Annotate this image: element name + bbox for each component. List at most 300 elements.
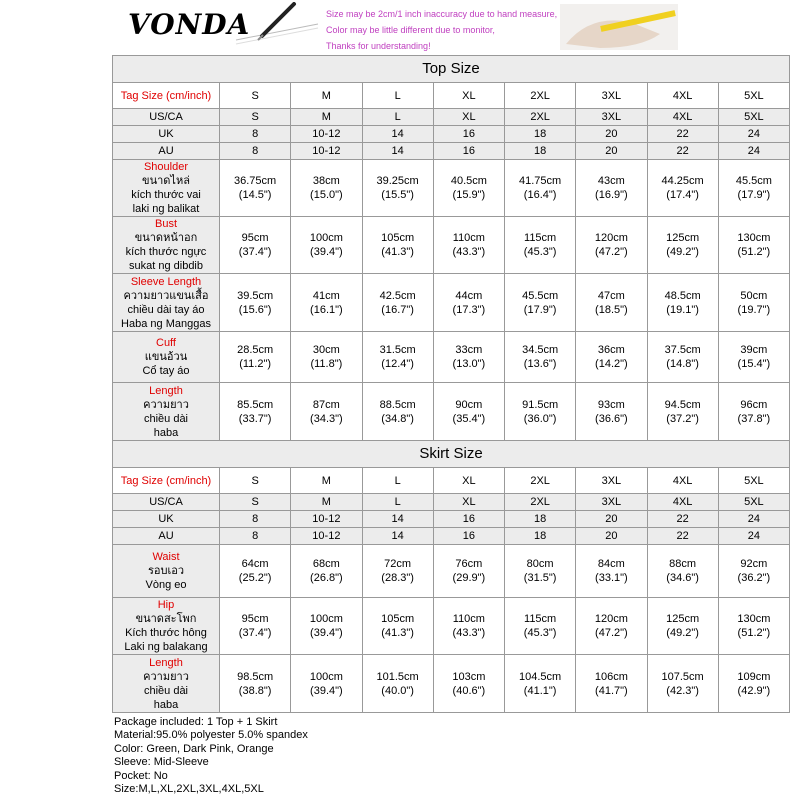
cm-value: 41cm — [312, 289, 340, 302]
inch-value: (14.8") — [666, 358, 699, 370]
cm-value: 44cm — [455, 289, 483, 302]
inch-value: (19.1") — [666, 303, 699, 316]
measurement-row-length — [113, 383, 790, 441]
measurement-cell — [718, 383, 789, 441]
measurement-cell — [433, 217, 504, 274]
cm-value: 28.5cm — [237, 344, 274, 356]
tag-size-row — [113, 468, 790, 494]
notice-line: Color may be little different due to monitor, — [326, 25, 495, 35]
measurement-sub: laki ng balikat — [132, 203, 200, 215]
pen-ruler-illustration — [232, 2, 322, 50]
measurement-sub: chiều dài — [143, 684, 189, 697]
conversion-value: 24 — [718, 528, 789, 545]
inch-value: (17.3") — [452, 303, 486, 316]
inch-value: (39.4") — [310, 246, 343, 258]
table-title-row — [113, 441, 790, 468]
detail-line: Pocket: No — [114, 769, 168, 782]
size-header: M — [291, 468, 362, 494]
measurement-cell — [291, 383, 362, 441]
conversion-row-au — [113, 143, 790, 160]
conversion-value: 14 — [362, 143, 433, 160]
top-size-table — [112, 55, 790, 441]
header — [0, 0, 800, 52]
inch-value: (12.4") — [381, 358, 414, 370]
brand-logo: VONDA — [128, 8, 251, 41]
conversion-value: 24 — [718, 143, 789, 160]
conversion-value: 10-12 — [291, 143, 362, 160]
measurement-label — [113, 598, 220, 655]
measurement-cell — [576, 274, 647, 332]
inch-value: (17.9") — [737, 189, 771, 201]
inch-value: (34.6") — [666, 572, 699, 584]
size-header: 3XL — [576, 468, 647, 494]
measurement-cell — [647, 274, 718, 332]
size-header: 4XL — [647, 83, 718, 109]
measurement-name: Length — [149, 384, 183, 397]
cm-value: 120cm — [594, 613, 628, 625]
inch-value: (37.8") — [737, 412, 771, 425]
inch-value: (17.4") — [666, 189, 699, 201]
cm-value: 103cm — [452, 670, 486, 683]
measurement-cell — [220, 545, 291, 598]
measurement-cell — [505, 160, 576, 217]
inch-value: (38.8") — [238, 684, 272, 697]
notice-line: Size may be 2cm/1 inch inaccuracy due to hand measure, — [326, 9, 558, 19]
cm-value: 76cm — [455, 558, 483, 570]
cm-value: 43cm — [597, 175, 625, 187]
cm-value: 107.5cm — [661, 670, 704, 683]
conversion-value: XL — [433, 109, 504, 126]
measurement-cell — [291, 160, 362, 217]
inch-value: (43.3") — [452, 627, 486, 639]
cm-value: 41.75cm — [519, 175, 562, 187]
cm-value: 50cm — [740, 289, 768, 302]
inch-value: (35.4") — [452, 412, 486, 425]
cm-value: 68cm — [312, 558, 340, 570]
inch-value: (14.2") — [595, 358, 628, 370]
measurement-name: Length — [149, 656, 183, 669]
table-title-row — [113, 56, 790, 83]
inch-value: (16.1") — [310, 303, 343, 316]
conversion-value: 16 — [433, 528, 504, 545]
cm-value: 94.5cm — [664, 398, 701, 411]
inch-value: (34.3") — [310, 412, 343, 425]
detail-line: Color: Green, Dark Pink, Orange — [114, 742, 274, 755]
conversion-value: 20 — [576, 143, 647, 160]
measurement-name: Hip — [157, 599, 175, 611]
cm-value: 100cm — [309, 613, 343, 625]
cm-value: 130cm — [737, 232, 771, 244]
size-header: 3XL — [576, 83, 647, 109]
measurement-cell — [718, 598, 789, 655]
measurement-cell — [576, 217, 647, 274]
measurement-cell — [220, 332, 291, 383]
measurement-row-cuff — [113, 332, 790, 383]
inch-value: (18.5") — [595, 303, 628, 316]
conversion-value: 24 — [718, 126, 789, 143]
measurement-label — [113, 655, 220, 713]
measurement-sub: ความยาวแขนเสื้อ — [123, 289, 209, 302]
conversion-value: 8 — [220, 143, 291, 160]
cm-value: 125cm — [666, 232, 700, 244]
inch-value: (15.0") — [310, 189, 343, 201]
cm-value: 31.5cm — [379, 344, 416, 356]
measurement-cell — [362, 160, 433, 217]
size-header: 5XL — [718, 468, 789, 494]
inch-value: (49.2") — [666, 246, 699, 258]
conversion-value: M — [291, 494, 362, 511]
inch-value: (47.2") — [595, 246, 628, 258]
cm-value: 45.5cm — [735, 175, 772, 187]
size-header: XL — [433, 468, 504, 494]
cm-value: 88.5cm — [379, 398, 416, 411]
measurement-cell — [291, 274, 362, 332]
conversion-row-au — [113, 528, 790, 545]
size-header: 2XL — [505, 468, 576, 494]
conversion-value: 8 — [220, 126, 291, 143]
conversion-value: 18 — [505, 126, 576, 143]
inch-value: (37.2") — [666, 412, 699, 425]
cm-value: 130cm — [737, 613, 771, 625]
measurement-sub: ความยาว — [143, 670, 189, 683]
conversion-row-uk — [113, 511, 790, 528]
cm-value: 93cm — [597, 398, 625, 411]
conversion-label: UK — [113, 126, 220, 143]
conversion-row-usca — [113, 494, 790, 511]
inch-value: (16.4") — [523, 189, 557, 201]
measurement-cell — [576, 332, 647, 383]
measurement-sub: แขนอ้วน — [144, 351, 188, 363]
inch-value: (37.4") — [238, 627, 272, 639]
measurement-row-length — [113, 655, 790, 713]
conversion-value: 24 — [718, 511, 789, 528]
cm-value: 106cm — [594, 670, 628, 683]
inch-value: (17.9") — [523, 303, 557, 316]
inch-value: (41.3") — [381, 627, 414, 639]
measurement-cell — [647, 383, 718, 441]
cm-value: 100cm — [309, 232, 343, 244]
cm-value: 110cm — [452, 613, 485, 625]
measurement-sub: ขนาดหน้าอก — [134, 232, 198, 244]
measurement-sub: chiều dài — [143, 412, 189, 425]
measurement-cell — [362, 217, 433, 274]
measurement-sub: haba — [153, 698, 179, 711]
measurement-name: Waist — [152, 551, 180, 563]
measurement-cell — [362, 332, 433, 383]
conversion-label: AU — [113, 528, 220, 545]
cm-value: 45.5cm — [522, 289, 559, 302]
conversion-value: 8 — [220, 528, 291, 545]
inch-value: (15.9") — [452, 189, 486, 201]
measurement-cell — [718, 332, 789, 383]
measurement-cell — [291, 217, 362, 274]
inch-value: (41.7") — [595, 684, 628, 697]
inch-value: (15.4") — [737, 358, 771, 370]
conversion-value: L — [362, 109, 433, 126]
inch-value: (42.9") — [737, 684, 771, 697]
cm-value: 30cm — [312, 344, 340, 356]
measurement-cell — [505, 545, 576, 598]
measurement-cell — [505, 217, 576, 274]
tag-size-label: Tag Size (cm/inch) — [113, 468, 220, 494]
conversion-label: UK — [113, 511, 220, 528]
cm-value: 33cm — [455, 344, 483, 356]
inch-value: (36.0") — [523, 412, 557, 425]
conversion-value: 5XL — [718, 494, 789, 511]
inch-value: (49.2") — [666, 627, 699, 639]
cm-value: 84cm — [597, 558, 625, 570]
measurement-cell — [433, 545, 504, 598]
cm-value: 115cm — [524, 613, 557, 625]
measurement-cell — [220, 383, 291, 441]
cm-value: 72cm — [384, 558, 412, 570]
inch-value: (34.8") — [381, 412, 414, 425]
measurement-cell — [291, 598, 362, 655]
tag-size-label: Tag Size (cm/inch) — [113, 83, 220, 109]
measurement-cell — [647, 598, 718, 655]
detail-line: Package included: 1 Top + 1 Skirt — [114, 716, 278, 728]
size-header: 5XL — [718, 83, 789, 109]
inch-value: (29.9") — [452, 572, 486, 584]
size-header: 2XL — [505, 83, 576, 109]
cm-value: 100cm — [309, 670, 343, 683]
inch-value: (37.4") — [238, 246, 272, 258]
measurement-sub: chiều dài tay áo — [127, 303, 205, 316]
product-details — [114, 716, 308, 796]
measurement-sub: Laki ng balakang — [124, 641, 208, 653]
measurement-cell — [220, 160, 291, 217]
inch-value: (13.6") — [523, 358, 557, 370]
cm-value: 39.5cm — [237, 289, 274, 302]
inch-value: (15.6") — [238, 303, 272, 316]
conversion-value: 16 — [433, 511, 504, 528]
measurement-cell — [718, 545, 789, 598]
inch-value: (40.0") — [381, 684, 414, 697]
cm-value: 88cm — [669, 558, 697, 570]
measurement-cell — [576, 383, 647, 441]
measurement-cell — [718, 655, 789, 713]
conversion-value: 4XL — [647, 494, 718, 511]
conversion-value: 16 — [433, 143, 504, 160]
conversion-value: 10-12 — [291, 511, 362, 528]
inch-value: (16.9") — [595, 189, 628, 201]
inch-value: (51.2") — [737, 246, 771, 258]
cm-value: 91.5cm — [522, 398, 559, 411]
measurement-cell — [647, 332, 718, 383]
detail-line: Sleeve: Mid-Sleeve — [114, 756, 209, 769]
measurement-label — [113, 217, 220, 274]
inch-value: (39.4") — [310, 684, 343, 697]
inch-value: (31.5") — [523, 572, 557, 584]
measurement-cell — [433, 274, 504, 332]
measurement-cell — [362, 655, 433, 713]
inch-value: (42.3") — [666, 684, 699, 697]
measurement-cell — [647, 217, 718, 274]
measurement-cell — [718, 217, 789, 274]
size-header: L — [362, 468, 433, 494]
measurement-name: Cuff — [156, 337, 176, 349]
measurement-label — [113, 274, 220, 332]
measurement-cell — [505, 274, 576, 332]
measurement-name: Shoulder — [143, 161, 189, 173]
inch-value: (51.2") — [737, 627, 771, 639]
cm-value: 80cm — [526, 558, 554, 570]
cm-value: 37.5cm — [664, 344, 701, 356]
measurement-cell — [576, 160, 647, 217]
measurement-row-hip — [113, 598, 790, 655]
size-header: 4XL — [647, 468, 718, 494]
conversion-value: 18 — [505, 143, 576, 160]
cm-value: 92cm — [740, 558, 768, 570]
inch-value: (47.2") — [595, 627, 628, 639]
cm-value: 105cm — [381, 232, 415, 244]
inch-value: (33.7") — [238, 412, 272, 425]
measurement-cell — [576, 545, 647, 598]
measurement-sub: Cổ tay áo — [142, 365, 190, 377]
measurement-cell — [220, 598, 291, 655]
cm-value: 34.5cm — [522, 344, 559, 356]
inch-value: (11.2") — [239, 358, 272, 370]
notice-line: Thanks for understanding! — [326, 41, 431, 51]
measurement-cell — [576, 598, 647, 655]
measurement-cell — [433, 598, 504, 655]
conversion-value: 18 — [505, 511, 576, 528]
inch-value: (43.3") — [452, 246, 486, 258]
inch-value: (15.5") — [381, 189, 414, 201]
cm-value: 40.5cm — [450, 175, 487, 187]
measurement-cell — [718, 274, 789, 332]
cm-value: 90cm — [455, 398, 483, 411]
conversion-value: 14 — [362, 126, 433, 143]
measurement-sub: kích thước ngực — [125, 246, 207, 258]
measurement-row-bust — [113, 217, 790, 274]
measurement-cell — [647, 545, 718, 598]
cm-value: 105cm — [381, 613, 415, 625]
measurement-cell — [433, 332, 504, 383]
conversion-row-uk — [113, 126, 790, 143]
measurement-row-shoulder — [113, 160, 790, 217]
measurement-cell — [505, 655, 576, 713]
cm-value: 64cm — [241, 558, 269, 570]
cm-value: 48.5cm — [664, 289, 701, 302]
cm-value: 96cm — [740, 398, 768, 411]
conversion-value: 8 — [220, 511, 291, 528]
cm-value: 95cm — [241, 232, 269, 244]
measurement-sub: Kích thước hông — [125, 627, 207, 639]
cm-value: 38cm — [312, 175, 340, 187]
measurement-sub: Haba ng Manggas — [121, 317, 211, 330]
measurement-cell — [505, 332, 576, 383]
cm-value: 120cm — [594, 232, 628, 244]
measurement-sub: kích thước vai — [131, 189, 201, 201]
measurement-cell — [220, 274, 291, 332]
top-size-title: Top Size — [113, 56, 790, 83]
measurement-name: Bust — [154, 218, 177, 230]
measurement-sub: Vòng eo — [145, 579, 187, 591]
size-header: L — [362, 83, 433, 109]
measurement-cell — [718, 160, 789, 217]
conversion-label: US/CA — [113, 494, 220, 511]
conversion-value: 16 — [433, 126, 504, 143]
conversion-value: 20 — [576, 511, 647, 528]
measurement-cell — [433, 160, 504, 217]
measurement-label — [113, 160, 220, 217]
measurement-cell — [362, 598, 433, 655]
conversion-value: 20 — [576, 126, 647, 143]
conversion-value: 18 — [505, 528, 576, 545]
conversion-row-usca — [113, 109, 790, 126]
measurement-cell — [647, 160, 718, 217]
measurement-label — [113, 332, 220, 383]
conversion-value: 2XL — [505, 494, 576, 511]
measurement-sub: ขนาดไหล่ — [142, 175, 190, 187]
measurement-label — [113, 545, 220, 598]
inch-value: (40.6") — [452, 684, 486, 697]
inch-value: (16.7") — [381, 303, 414, 316]
inch-value: (36.6") — [595, 412, 628, 425]
inch-value: (41.3") — [381, 246, 414, 258]
size-header: S — [220, 83, 291, 109]
cm-value: 85.5cm — [237, 398, 274, 411]
conversion-value: M — [291, 109, 362, 126]
cm-value: 87cm — [312, 398, 340, 411]
measurement-sub: sukat ng dibdib — [129, 260, 203, 272]
measurement-cell — [505, 598, 576, 655]
cm-value: 95cm — [241, 613, 269, 625]
measurement-sub: รอบเอว — [147, 565, 185, 577]
detail-line: Size:M,L,XL,2XL,3XL,4XL,5XL — [114, 783, 264, 796]
inch-value: (13.0") — [452, 358, 486, 370]
measure-notice — [326, 6, 557, 54]
inch-value: (26.8") — [310, 572, 343, 584]
conversion-value: L — [362, 494, 433, 511]
cm-value: 36cm — [597, 344, 625, 356]
conversion-value: XL — [433, 494, 504, 511]
inch-value: (45.3") — [523, 246, 557, 258]
measurement-cell — [362, 545, 433, 598]
inch-value: (14.5") — [238, 189, 272, 201]
conversion-value: S — [220, 109, 291, 126]
conversion-value: 22 — [647, 528, 718, 545]
inch-value: (41.1") — [523, 684, 557, 697]
conversion-value: 4XL — [647, 109, 718, 126]
size-header: M — [291, 83, 362, 109]
inch-value: (36.2") — [737, 572, 771, 584]
measurement-sub: ความยาว — [143, 398, 189, 411]
cm-value: 36.75cm — [234, 175, 277, 187]
measurement-sub: haba — [153, 426, 179, 439]
conversion-value: 22 — [647, 511, 718, 528]
measurement-cell — [291, 655, 362, 713]
inch-value: (39.4") — [310, 627, 343, 639]
detail-line: Material:95.0% polyester 5.0% spandex — [114, 729, 308, 742]
inch-value: (11.8") — [310, 358, 343, 370]
conversion-value: 10-12 — [291, 528, 362, 545]
cm-value: 101.5cm — [376, 670, 419, 683]
inch-value: (33.1") — [595, 572, 628, 584]
conversion-value: 2XL — [505, 109, 576, 126]
measurement-cell — [505, 383, 576, 441]
cm-value: 39cm — [740, 344, 768, 356]
cm-value: 98.5cm — [237, 670, 274, 683]
conversion-value: 22 — [647, 143, 718, 160]
cm-value: 115cm — [524, 232, 557, 244]
size-header: S — [220, 468, 291, 494]
measurement-cell — [220, 655, 291, 713]
conversion-value: 3XL — [576, 109, 647, 126]
measurement-cell — [362, 274, 433, 332]
measurement-cell — [433, 655, 504, 713]
